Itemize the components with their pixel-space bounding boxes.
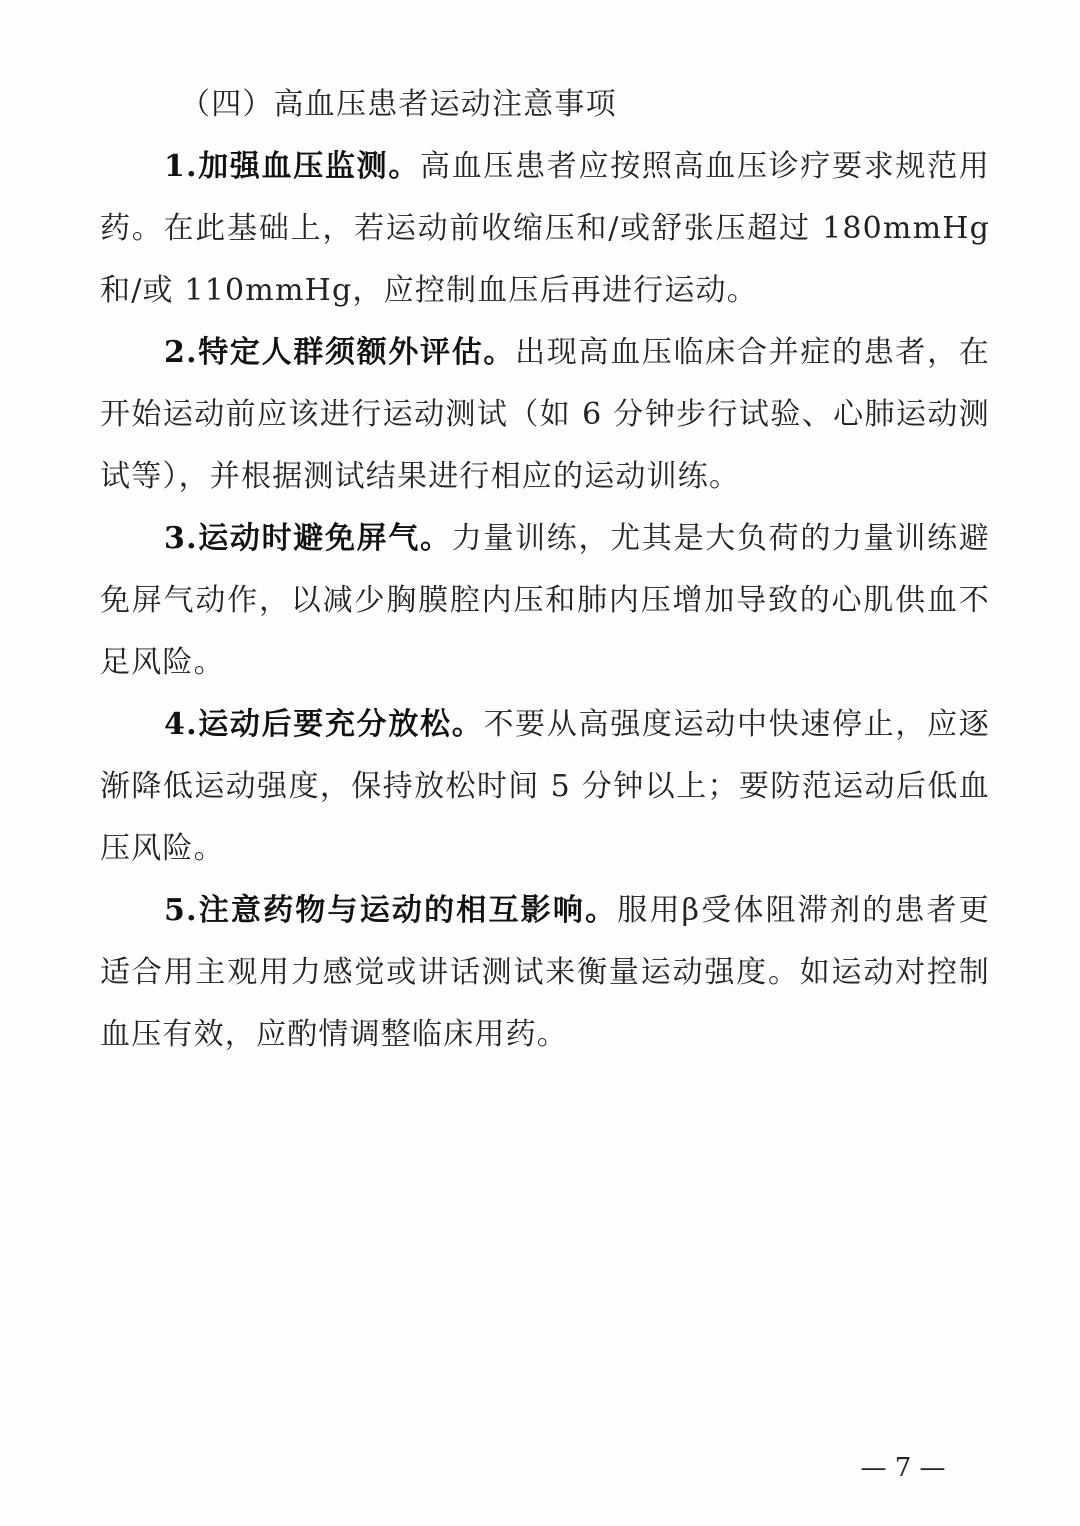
page-number: — 7 —: [860, 1453, 946, 1483]
paragraph-5-title: 5.注意药物与运动的相互影响。: [164, 893, 618, 928]
paragraph-2-body: 出现高血压临床合并症的患者，在开始运动前应该进行运动测试（如 6 分钟步行试验、心肺运动测试等），并根据测试结果进行相应的运动训练。: [100, 335, 991, 494]
paragraph-3-title: 3.运动时避免屏气。: [164, 521, 452, 556]
paragraph-4-title: 4.运动后要充分放松。: [164, 707, 484, 742]
document-body: [100, 74, 990, 1066]
paragraph-3: [100, 508, 990, 694]
paragraph-1-title: 1.加强血压监测。: [164, 149, 421, 184]
paragraph-5-body: 服用β受体阻滞剂的患者更适合用主观用力感觉或讲话测试来衡量运动强度。如运动对控制血压有效，应酌情调整临床用药。: [100, 893, 990, 1052]
paragraph-4-body: 不要从高强度运动中快速停止，应逐渐降低运动强度，保持放松时间 5 分钟以上；要防范运动后低血压风险。: [100, 707, 990, 866]
paragraph-1-body: 高血压患者应按照高血压诊疗要求规范用药。在此基础上，若运动前收缩压和/或舒张压超过 180mmHg 和/或 110mmHg，应控制血压后再进行运动。: [100, 149, 990, 308]
paragraph-4: [100, 694, 990, 880]
paragraph-5: [100, 880, 990, 1066]
paragraph-2-title: 2.特定人群须额外评估。: [164, 335, 516, 370]
paragraph-2: [100, 322, 990, 508]
paragraph-1: [100, 136, 990, 322]
paragraph-3-body: 力量训练，尤其是大负荷的力量训练避免屏气动作，以减少胸膜腔内压和肺内压增加导致的心肌供血不足风险。: [100, 521, 990, 680]
section-heading: （四）高血压患者运动注意事项: [180, 87, 617, 122]
